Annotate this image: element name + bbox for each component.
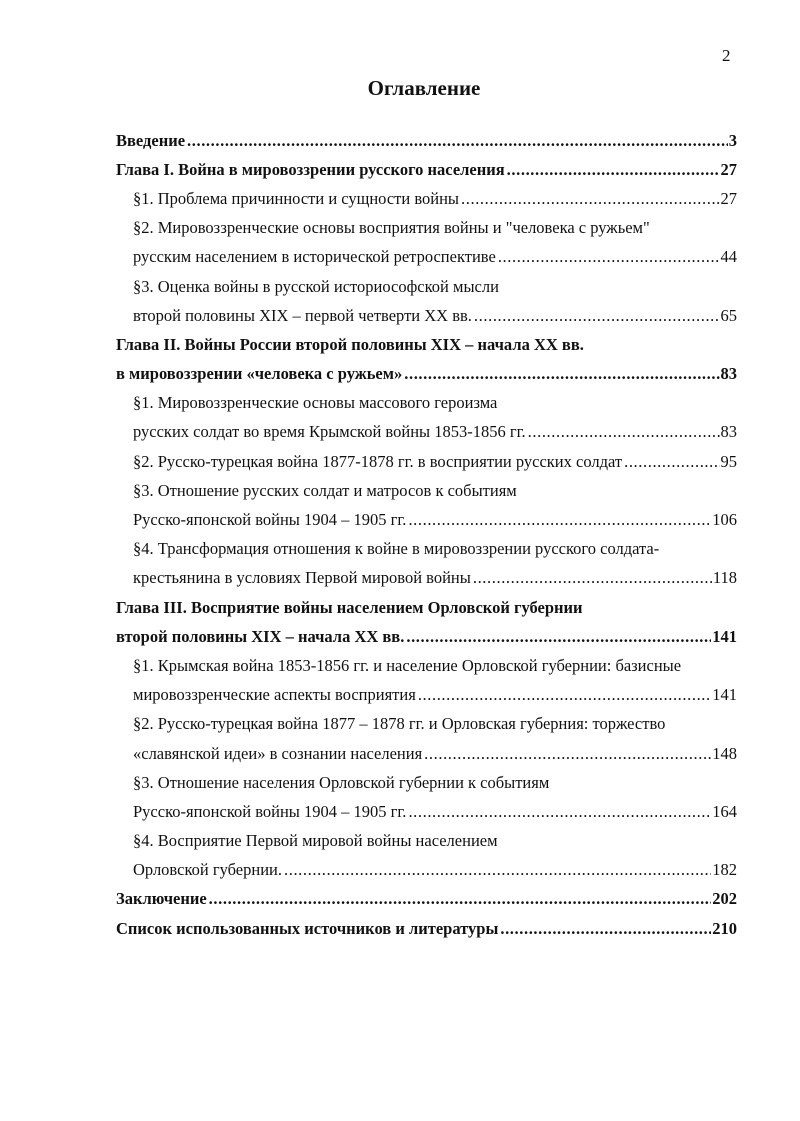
toc-page-number: 95 [720, 451, 737, 471]
toc-page-number: 141 [712, 626, 737, 646]
toc-entry-section-continuation[interactable] [116, 856, 737, 885]
toc-entry-chapter-2[interactable] [116, 330, 737, 359]
dot-leader [406, 627, 711, 647]
toc-entry-text: §2. Мировоззренческие основы восприятия войны и "человека с ружьем" [133, 218, 650, 238]
toc-entry-text: «славянской идеи» в сознании населения [133, 743, 423, 763]
toc-entry-section[interactable] [116, 535, 737, 564]
toc-entry-section[interactable] [116, 476, 737, 505]
toc-page-number: 65 [720, 305, 737, 325]
toc-entry-text: §3. Отношение населения Орловской губернии к событиям [133, 772, 550, 792]
toc-entry-text: Глава III. Восприятие войны населением Орловской губернии [116, 597, 583, 617]
toc-entry-section[interactable] [116, 214, 737, 243]
toc-entry-section-continuation[interactable] [116, 301, 737, 330]
toc-page-number: 210 [712, 918, 737, 938]
page-number: 2 [722, 46, 731, 65]
toc-entry-chapter-2-continuation[interactable] [116, 360, 737, 389]
toc-entry-text: §1. Проблема причинности и сущности войны [133, 188, 460, 208]
toc-page-number: 27 [720, 159, 737, 179]
toc-entry-chapter-1[interactable] [116, 155, 737, 184]
dot-leader [624, 452, 719, 472]
toc-entry-section[interactable] [116, 827, 737, 856]
toc-entry-section[interactable] [116, 184, 737, 213]
toc-entry-section-continuation[interactable] [116, 739, 737, 768]
dot-leader [528, 422, 720, 442]
toc-entry-section[interactable] [116, 272, 737, 301]
toc-entry-text: второй половины XIX – первой четверти XX вв. [133, 305, 472, 325]
toc-entry-text: §1. Крымская война 1853-1856 гг. и население Орловской губернии: базисные [133, 655, 682, 675]
toc-page-number: 27 [720, 188, 737, 208]
dot-leader [209, 889, 712, 909]
toc-entry-section-continuation[interactable] [116, 243, 737, 272]
toc-entry-introduction[interactable] [116, 126, 737, 155]
toc-entry-text: Заключение [116, 889, 207, 909]
dot-leader [187, 131, 728, 151]
toc-entry-section[interactable] [116, 768, 737, 797]
toc-page-number: 202 [712, 889, 737, 909]
toc-entry-text: Список использованных источников и литературы [116, 918, 499, 938]
toc-entry-section[interactable] [116, 651, 737, 680]
dot-leader [404, 364, 719, 384]
toc-entry-text: §3. Отношение русских солдат и матросов к событиям [133, 480, 517, 500]
toc-entry-text: Глава II. Войны России второй половины XIX – начала XX вв. [116, 334, 584, 354]
toc-entry-text: §3. Оценка войны в русской историософской мысли [133, 276, 499, 296]
dot-leader [507, 160, 720, 180]
dot-leader [461, 189, 719, 209]
toc-page-number: 148 [712, 743, 737, 763]
toc-entry-section[interactable] [116, 710, 737, 739]
dot-leader [500, 919, 711, 939]
toc-entry-text: мировоззренческие аспекты восприятия [133, 685, 416, 705]
toc-entry-section-continuation[interactable] [116, 505, 737, 534]
dot-leader [408, 510, 711, 530]
toc-entry-chapter-3-continuation[interactable] [116, 622, 737, 651]
toc-entry-bibliography[interactable] [116, 914, 737, 943]
toc-entry-text: крестьянина в условиях Первой мировой войны [133, 568, 471, 588]
table-of-contents [116, 126, 737, 943]
toc-entry-section[interactable] [116, 389, 737, 418]
toc-entry-section-continuation[interactable] [116, 681, 737, 710]
toc-page-number: 164 [712, 801, 737, 821]
toc-page-number: 118 [712, 568, 737, 588]
toc-entry-conclusion[interactable] [116, 885, 737, 914]
toc-page-number: 141 [712, 685, 737, 705]
dot-leader [473, 568, 712, 588]
toc-page-number: 83 [720, 422, 737, 442]
toc-entry-text: Русско-японской войны 1904 – 1905 гг. [133, 510, 407, 530]
toc-entry-section-continuation[interactable] [116, 564, 737, 593]
toc-entry-text: Глава I. Война в мировоззрении русского населения [116, 159, 505, 179]
toc-entry-chapter-3[interactable] [116, 593, 737, 622]
toc-page-number: 182 [712, 860, 737, 880]
toc-entry-text: §2. Русско-турецкая война 1877 – 1878 гг. и Орловская губерния: торжество [133, 714, 666, 734]
toc-entry-text: Введение [116, 130, 186, 150]
toc-page-number: 3 [728, 130, 737, 150]
toc-page-number: 106 [712, 510, 737, 530]
toc-entry-text: §1. Мировоззренческие основы массового героизма [133, 393, 498, 413]
toc-entry-text: Орловской губернии. [133, 860, 282, 880]
toc-entry-text: §4. Трансформация отношения к войне в мировоззрении русского солдата- [133, 539, 660, 559]
toc-entry-text: Русско-японской войны 1904 – 1905 гг. [133, 801, 407, 821]
toc-entry-text: русских солдат во время Крымской войны 1853-1856 гг. [133, 422, 526, 442]
toc-entry-section-continuation[interactable] [116, 418, 737, 447]
toc-page-number: 44 [720, 247, 737, 267]
dot-leader [284, 860, 711, 880]
page-title: Оглавление [367, 76, 481, 100]
dot-leader [474, 306, 720, 326]
toc-entry-text: §2. Русско-турецкая война 1877-1878 гг. в восприятии русских солдат [133, 451, 623, 471]
dot-leader [424, 744, 711, 764]
toc-entry-text: в мировоззрении «человека с ружьем» [116, 364, 403, 384]
dot-leader [418, 685, 711, 705]
dot-leader [408, 802, 711, 822]
toc-page-number: 83 [720, 364, 737, 384]
toc-entry-section[interactable] [116, 447, 737, 476]
dot-leader [498, 247, 720, 267]
toc-entry-text: §4. Восприятие Первой мировой войны населением [133, 831, 498, 851]
toc-entry-text: русским населением в исторической ретроспективе [133, 247, 496, 267]
toc-entry-text: второй половины XIX – начала XX вв. [116, 626, 405, 646]
toc-entry-section-continuation[interactable] [116, 797, 737, 826]
